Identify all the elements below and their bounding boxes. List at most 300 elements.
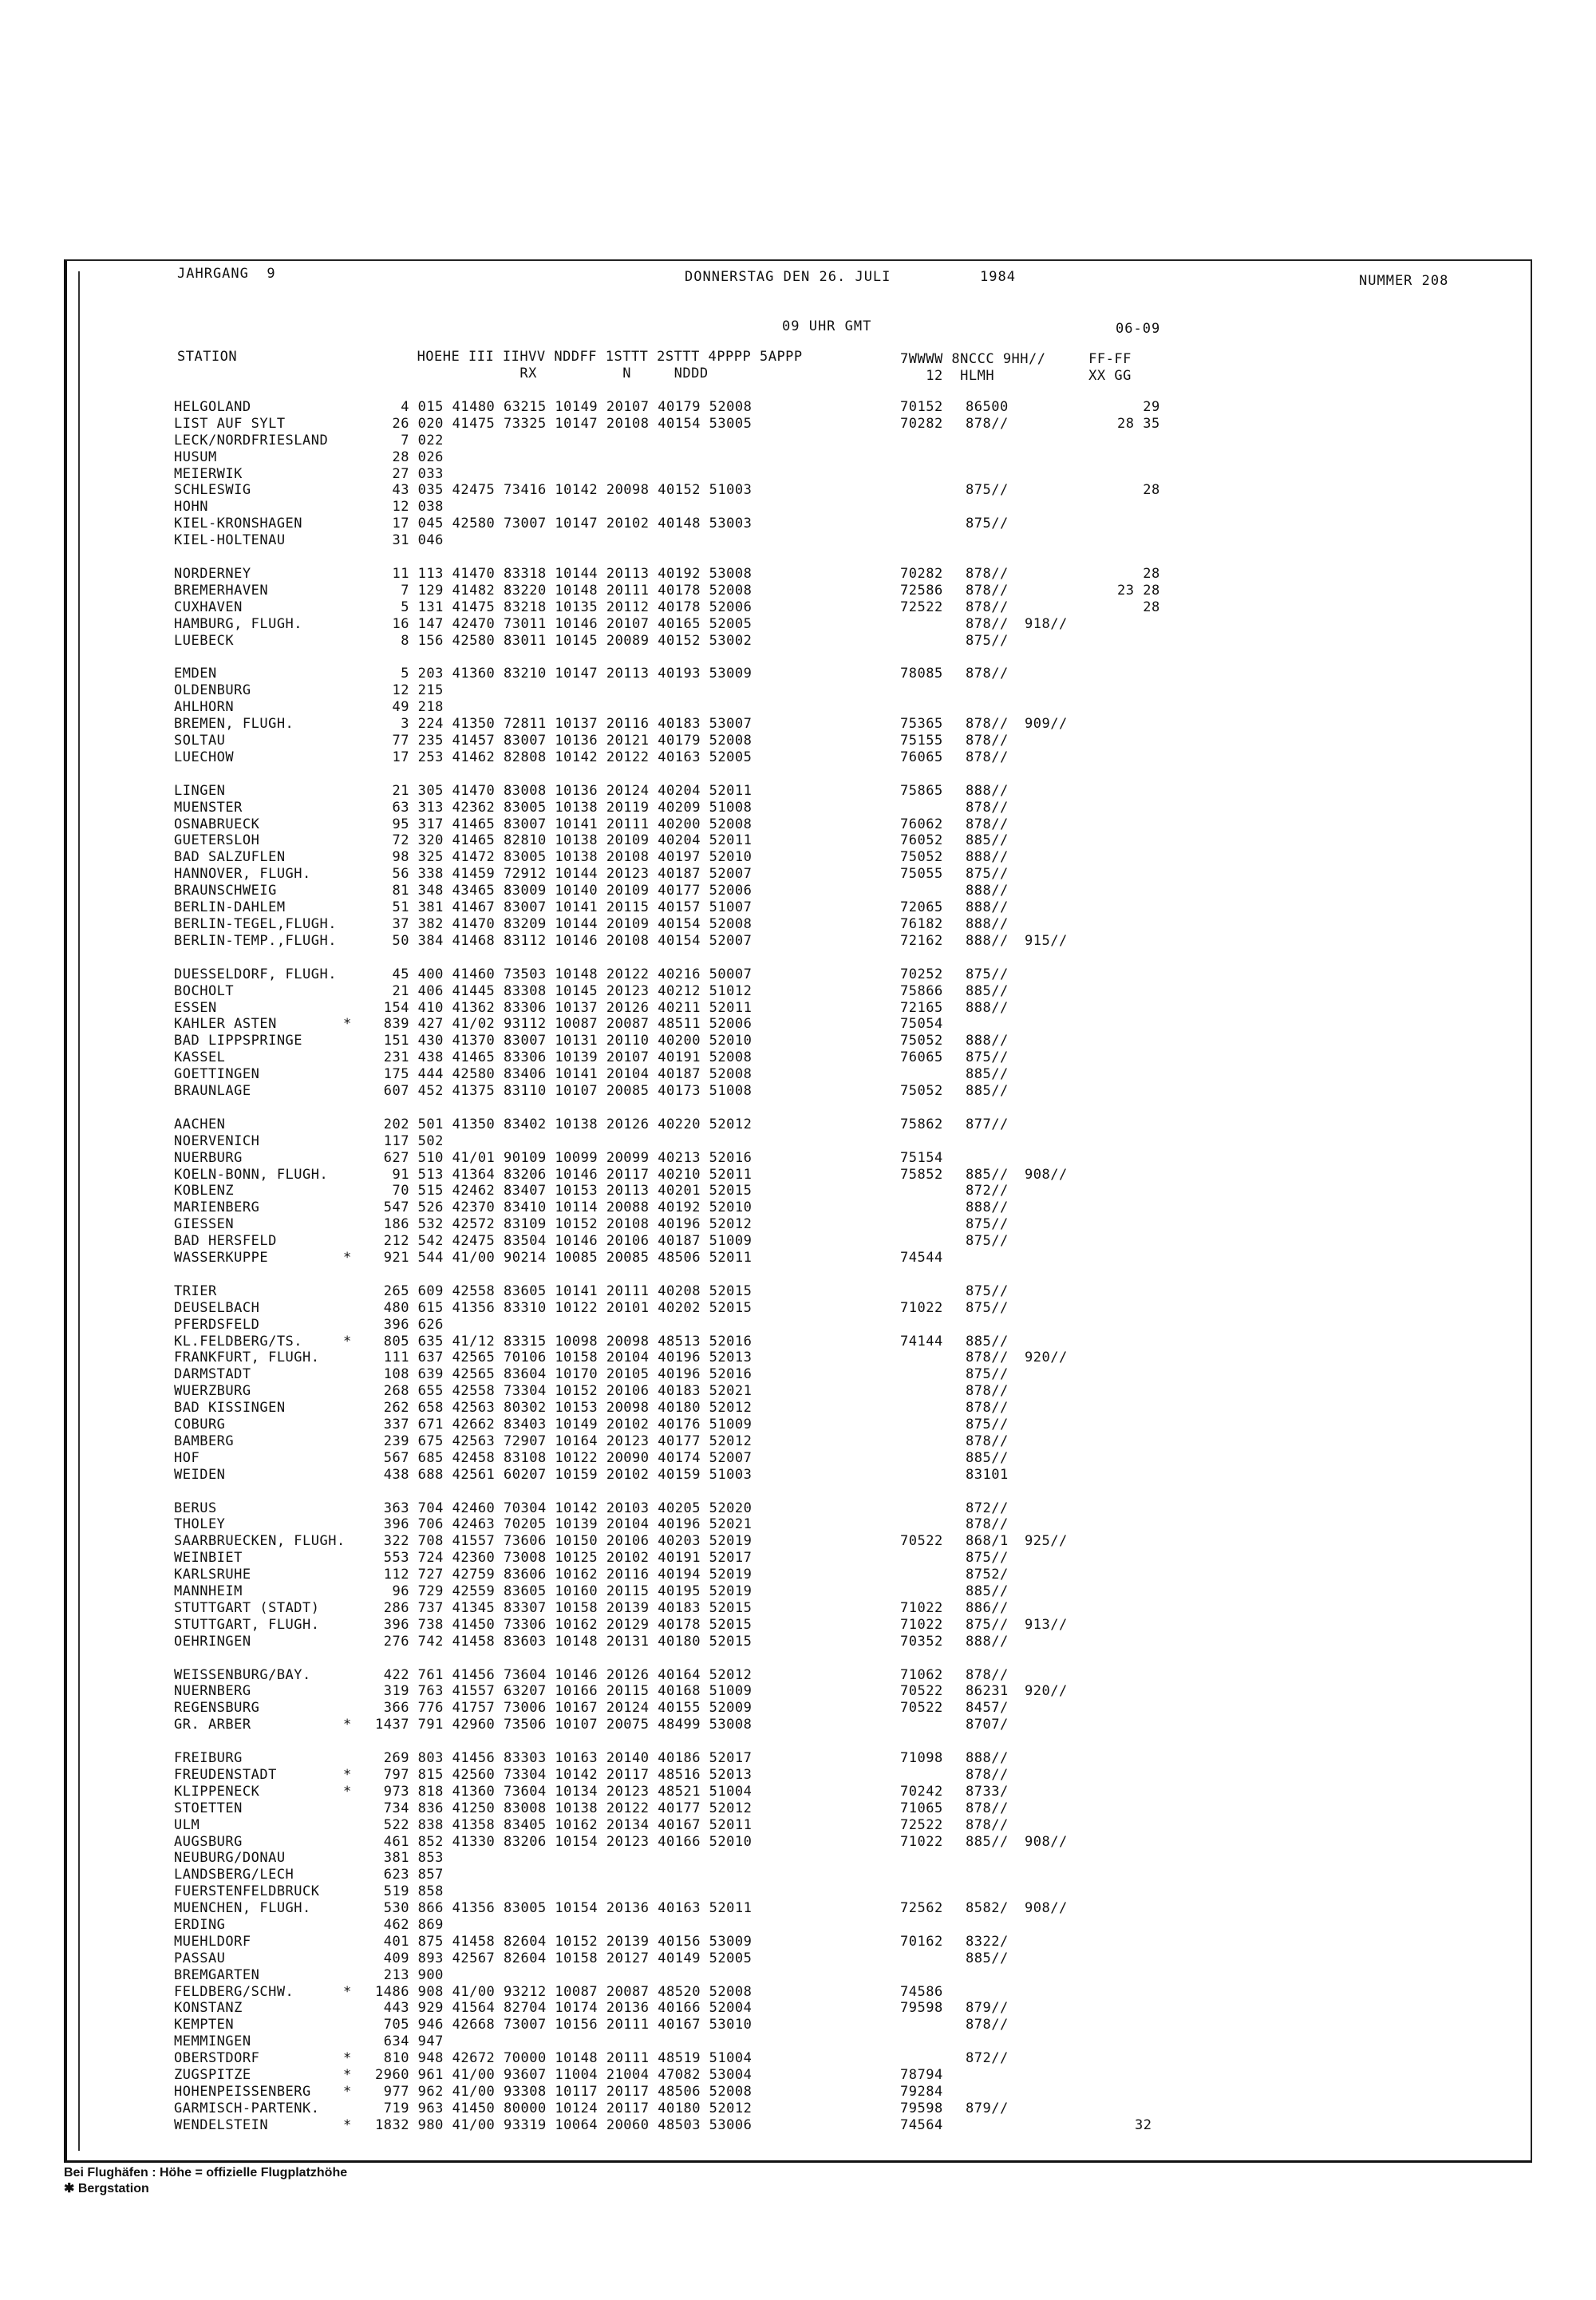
period-label: 06-09 [1116, 321, 1161, 337]
station-main: 5 203 41360 83210 10147 20113 40193 53009 [375, 666, 753, 682]
table-row [0, 433, 1596, 449]
station-n: 885// [966, 1950, 1009, 1966]
station-n: 8582/ [966, 1900, 1009, 1917]
station-name: FUERSTENFELDBRUCK [174, 1883, 320, 1900]
station-name: MARIENBERG [174, 1199, 260, 1216]
station-name: MEMMINGEN [174, 2033, 251, 2050]
station-n: 878// [966, 1800, 1009, 1816]
station-h: 925// [1025, 1533, 1068, 1550]
table-row [0, 966, 1596, 983]
station-name: WEISSENBURG/BAY. [174, 1666, 311, 1683]
table-row [0, 1867, 1596, 1883]
station-n: 878// [966, 1816, 1009, 1833]
station-name: FREUDENSTADT [174, 1767, 277, 1784]
station-main: 734 836 41250 83008 10138 20122 40177 52012 [375, 1800, 753, 1816]
station-n: 888// [966, 1199, 1009, 1216]
station-main: 202 501 41350 83402 10138 20126 40220 52012 [375, 1116, 753, 1132]
station-main: 401 875 41458 82604 10152 20139 40156 53009 [375, 1933, 753, 1950]
station-main: 151 430 41370 83007 10131 20110 40200 52010 [375, 1033, 753, 1049]
station-name: ESSEN [174, 999, 217, 1016]
station-name: ULM [174, 1816, 200, 1833]
station-main: 4 015 41480 63215 10149 20107 40179 52008 [375, 399, 753, 415]
station-name: FELDBERG/SCHW. [174, 1983, 294, 2000]
station-main: 462 869 [375, 1917, 444, 1934]
station-name: DUESSELDORF, FLUGH. [174, 966, 337, 982]
station-w: 75052 [900, 849, 943, 866]
station-n: 886// [966, 1599, 1009, 1616]
station-n: 875// [966, 1616, 1009, 1633]
station-name: MUENCHEN, FLUGH. [174, 1900, 311, 1917]
station-w: 70252 [900, 966, 943, 982]
station-name: CUXHAVEN [174, 599, 243, 615]
table-row [0, 1216, 1596, 1233]
station-n: 875// [966, 632, 1009, 649]
station-main: 213 900 [375, 1966, 444, 1983]
station-main: 480 615 41356 83310 10122 20101 40202 52015 [375, 1299, 753, 1316]
station-w: 75052 [900, 1082, 943, 1099]
station-name: STUTTGART (STADT) [174, 1599, 320, 1616]
station-main: 438 688 42561 60207 10159 20102 40159 51003 [375, 1466, 753, 1483]
station-main: 5 131 41475 83218 10135 20112 40178 52006 [375, 599, 753, 615]
station-main: 1486 908 41/00 93212 10087 20087 48520 52008 [375, 1983, 753, 2000]
station-name: MUEHLDORF [174, 1933, 251, 1950]
station-n: 878// [966, 1666, 1009, 1683]
station-name: LINGEN [174, 782, 226, 799]
station-name: FREIBURG [174, 1750, 243, 1767]
station-name: BAD KISSINGEN [174, 1400, 286, 1417]
station-name: SOLTAU [174, 733, 226, 749]
station-star: * [343, 1016, 352, 1033]
table-row [0, 516, 1596, 532]
station-w: 79598 [900, 2000, 943, 2017]
station-main: 108 639 42565 83604 10170 20105 40196 52016 [375, 1366, 753, 1383]
station-main: 81 348 43465 83009 10140 20109 40177 52006 [375, 883, 753, 899]
table-row [0, 866, 1596, 883]
station-w: 75155 [900, 733, 943, 749]
table-row [0, 399, 1596, 416]
station-h: 920// [1025, 1683, 1068, 1700]
station-n: 878// [966, 733, 1009, 749]
station-n: 8707/ [966, 1717, 1009, 1733]
station-h: 908// [1025, 1833, 1068, 1850]
station-main: 627 510 41/01 90109 10099 20099 40213 52016 [375, 1149, 753, 1166]
station-star: * [343, 2050, 352, 2067]
station-main: 91 513 41364 83206 10146 20117 40210 52011 [375, 1166, 753, 1183]
table-row [0, 1634, 1596, 1650]
station-name: BAD SALZUFLEN [174, 849, 286, 866]
table-row [0, 1683, 1596, 1700]
station-n: 875// [966, 966, 1009, 982]
station-name: BRAUNSCHWEIG [174, 883, 277, 899]
station-main: 56 338 41459 72912 10144 20123 40187 52007 [375, 866, 753, 883]
station-n: 888// [966, 999, 1009, 1016]
table-row [0, 899, 1596, 916]
station-ff: 23 28 [1117, 582, 1160, 599]
column-header-right2: 12 HLMH XX GG [900, 368, 1132, 384]
station-w: 72562 [900, 1900, 943, 1917]
station-n: 888// [966, 782, 1009, 799]
station-name: AUGSBURG [174, 1833, 243, 1850]
station-n: 885// [966, 1082, 1009, 1099]
station-name: KONSTANZ [174, 2000, 243, 2017]
station-main: 175 444 42580 83406 10141 20104 40187 52008 [375, 1066, 753, 1083]
station-n: 86500 [966, 399, 1009, 415]
station-n: 878// [966, 1767, 1009, 1784]
station-name: PFERDSFELD [174, 1316, 260, 1333]
station-n: 83101 [966, 1466, 1009, 1483]
column-header-line2: RX N NDDD [177, 366, 709, 381]
station-n: 888// [966, 932, 1009, 949]
table-row [0, 1583, 1596, 1600]
station-main: 239 675 42563 72907 10164 20123 40177 52012 [375, 1433, 753, 1449]
station-name: BAMBERG [174, 1433, 235, 1449]
station-w: 70282 [900, 415, 943, 432]
station-w: 75052 [900, 1033, 943, 1049]
observation-time: 09 UHR GMT [782, 318, 872, 334]
station-main: 797 815 42560 73304 10142 20117 48516 52013 [375, 1767, 753, 1784]
station-main: 43 035 42475 73416 10142 20098 40152 51003 [375, 482, 753, 499]
table-row [0, 682, 1596, 699]
table-row [0, 466, 1596, 483]
station-main: 12 038 [375, 499, 444, 516]
station-group [0, 1116, 1596, 1267]
station-name: OSNABRUECK [174, 816, 260, 832]
station-n: 885// [966, 1166, 1009, 1183]
table-row [0, 816, 1596, 833]
table-row [0, 1817, 1596, 1834]
station-w: 72522 [900, 1816, 943, 1833]
station-main: 112 727 42759 83606 10162 20116 40194 52019 [375, 1567, 753, 1583]
table-row [0, 1250, 1596, 1267]
station-main: 98 325 41472 83005 10138 20108 40197 52010 [375, 849, 753, 866]
table-row [0, 1033, 1596, 1049]
station-group [0, 966, 1596, 1100]
station-w: 76065 [900, 749, 943, 765]
table-row [0, 1066, 1596, 1083]
station-n: 86231 [966, 1683, 1009, 1700]
station-name: BERUS [174, 1500, 217, 1516]
station-name: OEHRINGEN [174, 1633, 251, 1650]
station-main: 3 224 41350 72811 10137 20116 40183 53007 [375, 716, 753, 733]
station-name: WUERZBURG [174, 1383, 251, 1400]
station-n: 878// [966, 415, 1009, 432]
station-w: 71022 [900, 1833, 943, 1850]
station-name: STUTTGART, FLUGH. [174, 1616, 320, 1633]
station-n: 878// [966, 666, 1009, 682]
table-row [0, 832, 1596, 849]
station-main: 50 384 41468 83112 10146 20108 40154 52007 [375, 932, 753, 949]
table-row [0, 1417, 1596, 1433]
station-n: 885// [966, 1449, 1009, 1466]
station-w: 72165 [900, 999, 943, 1016]
station-w: 75862 [900, 1116, 943, 1132]
station-name: ERDING [174, 1917, 226, 1934]
station-name: KIEL-KRONSHAGEN [174, 516, 303, 532]
station-name: AACHEN [174, 1116, 226, 1132]
station-name: EMDEN [174, 666, 217, 682]
station-name: KIEL-HOLTENAU [174, 532, 286, 549]
station-w: 72522 [900, 599, 943, 615]
station-name: NOERVENICH [174, 1132, 260, 1149]
station-main: 461 852 41330 83206 10154 20123 40166 52010 [375, 1833, 753, 1850]
station-n: 878// [966, 599, 1009, 615]
station-n: 885// [966, 982, 1009, 999]
table-row [0, 416, 1596, 433]
station-h: 915// [1025, 932, 1068, 949]
table-row [0, 1350, 1596, 1366]
station-main: 567 685 42458 83108 10122 20090 40174 52007 [375, 1449, 753, 1466]
table-row [0, 849, 1596, 866]
station-main: 2960 961 41/00 93607 11004 21004 47082 53004 [375, 2067, 753, 2084]
station-main: 530 866 41356 83005 10154 20136 40163 52011 [375, 1900, 753, 1917]
station-main: 21 406 41445 83308 10145 20123 40212 51012 [375, 982, 753, 999]
station-n: 878// [966, 799, 1009, 816]
station-w: 75154 [900, 1149, 943, 1166]
table-row [0, 1567, 1596, 1583]
station-main: 705 946 42668 73007 10156 20111 40167 53010 [375, 2017, 753, 2033]
table-row [0, 1283, 1596, 1300]
station-name: BREMGARTEN [174, 1966, 260, 1983]
station-main: 634 947 [375, 2033, 444, 2050]
station-n: 888// [966, 1750, 1009, 1767]
station-group [0, 666, 1596, 765]
station-main: 12 215 [375, 682, 444, 699]
station-main: 396 706 42463 70205 10139 20104 40196 52021 [375, 1516, 753, 1533]
station-main: 17 253 41462 82808 10142 20122 40163 52005 [375, 749, 753, 765]
station-w: 78085 [900, 666, 943, 682]
station-main: 265 609 42558 83605 10141 20111 40208 52015 [375, 1282, 753, 1299]
table-row [0, 1516, 1596, 1533]
station-name: HOHN [174, 499, 208, 516]
station-name: BERLIN-TEMP.,FLUGH. [174, 932, 337, 949]
table-row [0, 2000, 1596, 2017]
station-name: KLIPPENECK [174, 1783, 260, 1800]
station-main: 443 929 41564 82704 10174 20136 40166 52004 [375, 2000, 753, 2017]
station-name: AHLHORN [174, 699, 235, 716]
station-name: THOLEY [174, 1516, 226, 1533]
station-name: MUENSTER [174, 799, 243, 816]
station-w: 70522 [900, 1533, 943, 1550]
station-w: 74586 [900, 1983, 943, 2000]
station-name: HUSUM [174, 449, 217, 465]
station-name: LUEBECK [174, 632, 235, 649]
station-name: HELGOLAND [174, 399, 251, 415]
table-row [0, 2117, 1596, 2134]
table-row [0, 2050, 1596, 2067]
column-header-right1: 7WWWW 8NCCC 9HH// FF-FF [900, 351, 1132, 367]
station-n: 878// [966, 1383, 1009, 1400]
station-name: GUETERSLOH [174, 832, 260, 849]
table-row [0, 1366, 1596, 1383]
station-n: 8752/ [966, 1567, 1009, 1583]
station-n: 878// [966, 1350, 1009, 1366]
table-row [0, 1784, 1596, 1800]
station-main: 547 526 42370 83410 10114 20088 40192 52010 [375, 1199, 753, 1216]
station-n: 879// [966, 2000, 1009, 2017]
table-row [0, 1934, 1596, 1950]
station-n: 878// [966, 1516, 1009, 1533]
station-n: 888// [966, 849, 1009, 866]
station-n: 888// [966, 899, 1009, 916]
station-ff: 28 [1117, 599, 1160, 615]
table-row [0, 1000, 1596, 1017]
station-main: 21 305 41470 83008 10136 20124 40204 52011 [375, 782, 753, 799]
station-n: 872// [966, 2050, 1009, 2067]
station-w: 71022 [900, 1299, 943, 1316]
table-row [0, 583, 1596, 599]
table-row [0, 1016, 1596, 1033]
footnote-mountain-station: ✱ Bergstation [64, 2182, 149, 2195]
station-star: * [343, 1333, 352, 1350]
station-main: 1832 980 41/00 93319 10064 20060 48503 53006 [375, 2116, 753, 2133]
station-n: 872// [966, 1500, 1009, 1516]
station-main: 977 962 41/00 93308 10117 20117 48506 52008 [375, 2083, 753, 2100]
station-n: 8733/ [966, 1783, 1009, 1800]
table-row [0, 1850, 1596, 1867]
year-label: 1984 [980, 269, 1016, 285]
table-row [0, 1334, 1596, 1350]
table-row [0, 1950, 1596, 1967]
station-main: 96 729 42559 83605 10160 20115 40195 52019 [375, 1583, 753, 1599]
station-group [0, 566, 1596, 649]
station-n: 875// [966, 1216, 1009, 1233]
table-row [0, 1750, 1596, 1767]
table-row [0, 1500, 1596, 1517]
station-group [0, 1500, 1596, 1650]
station-n: 885// [966, 1583, 1009, 1599]
station-group [0, 1667, 1596, 1734]
table-row [0, 1199, 1596, 1216]
station-main: 28 026 [375, 449, 444, 465]
station-n: 878// [966, 716, 1009, 733]
station-star: * [343, 2067, 352, 2084]
station-h: 909// [1025, 716, 1068, 733]
station-w: 71022 [900, 1599, 943, 1616]
station-main: 396 738 41450 73306 10162 20129 40178 52015 [375, 1616, 753, 1633]
station-n: 888// [966, 883, 1009, 899]
station-main: 519 858 [375, 1883, 444, 1900]
table-row [0, 566, 1596, 583]
station-n: 878// [966, 749, 1009, 765]
station-name: BREMERHAVEN [174, 582, 269, 599]
station-n: 875// [966, 1233, 1009, 1250]
date-label: DONNERSTAG DEN 26. JULI [685, 269, 891, 285]
station-name: REGENSBURG [174, 1700, 260, 1717]
station-w: 70352 [900, 1633, 943, 1650]
station-group [0, 399, 1596, 549]
station-name: NEUBURG/DONAU [174, 1850, 286, 1867]
table-row [0, 1900, 1596, 1917]
station-w: 75866 [900, 982, 943, 999]
station-name: OBERSTDORF [174, 2050, 260, 2067]
station-star: * [343, 1983, 352, 2000]
station-main: 31 046 [375, 532, 444, 549]
station-w: 74544 [900, 1249, 943, 1266]
table-row [0, 482, 1596, 499]
station-w: 76065 [900, 1049, 943, 1066]
station-main: 623 857 [375, 1867, 444, 1883]
station-main: 422 761 41456 73604 10146 20126 40164 52012 [375, 1666, 753, 1683]
station-main: 553 724 42360 73008 10125 20102 40191 52017 [375, 1550, 753, 1567]
station-name: KASSEL [174, 1049, 226, 1066]
station-h: 908// [1025, 1166, 1068, 1183]
station-name: WENDELSTEIN [174, 2116, 269, 2133]
station-h: 918// [1025, 615, 1068, 632]
station-name: GARMISCH-PARTENK. [174, 2100, 320, 2116]
station-n: 875// [966, 1416, 1009, 1433]
station-w: 76062 [900, 816, 943, 832]
station-main: 973 818 41360 73604 10134 20123 48521 51004 [375, 1783, 753, 1800]
station-main: 319 763 41557 63207 10166 20115 40168 51009 [375, 1683, 753, 1700]
station-page: 32 [1135, 2116, 1152, 2133]
station-main: 337 671 42662 83403 10149 20102 40176 51009 [375, 1416, 753, 1433]
station-star: * [343, 2083, 352, 2100]
station-w: 70162 [900, 1933, 943, 1950]
station-name: WEINBIET [174, 1550, 243, 1567]
table-row [0, 2100, 1596, 2117]
station-main: 921 544 41/00 90214 10085 20085 48506 52011 [375, 1249, 753, 1266]
station-name: WEIDEN [174, 1466, 226, 1483]
station-n: 888// [966, 1633, 1009, 1650]
station-group [0, 1750, 1596, 2133]
station-w: 70242 [900, 1783, 943, 1800]
station-name: NORDERNEY [174, 566, 251, 583]
station-n: 878// [966, 566, 1009, 583]
station-h: 908// [1025, 1900, 1068, 1917]
table-row [0, 1433, 1596, 1450]
station-star: * [343, 1717, 352, 1733]
station-main: 276 742 41458 83603 10148 20131 40180 52015 [375, 1633, 753, 1650]
station-w: 74144 [900, 1333, 943, 1350]
station-name: FRANKFURT, FLUGH. [174, 1350, 320, 1366]
table-row [0, 1167, 1596, 1184]
station-main: 27 033 [375, 465, 444, 482]
station-name: BERLIN-DAHLEM [174, 899, 286, 916]
station-w: 74564 [900, 2116, 943, 2133]
station-w: 70522 [900, 1683, 943, 1700]
station-w: 71062 [900, 1666, 943, 1683]
table-row [0, 1450, 1596, 1467]
station-main: 49 218 [375, 699, 444, 716]
station-n: 8457/ [966, 1700, 1009, 1717]
station-n: 885// [966, 1066, 1009, 1083]
table-row [0, 1083, 1596, 1100]
station-main: 95 317 41465 83007 10141 20111 40200 52008 [375, 816, 753, 832]
station-name: WASSERKUPPE [174, 1249, 269, 1266]
station-main: 839 427 41/02 93112 10087 20087 48511 52006 [375, 1016, 753, 1033]
station-name: MANNHEIM [174, 1583, 243, 1599]
station-h: 920// [1025, 1350, 1068, 1366]
station-w: 71022 [900, 1616, 943, 1633]
station-name: OLDENBURG [174, 682, 251, 699]
station-w: 72162 [900, 932, 943, 949]
table-row [0, 2017, 1596, 2033]
table-row [0, 933, 1596, 950]
table-row [0, 599, 1596, 616]
station-group [0, 783, 1596, 950]
jahrgang-label: JAHRGANG 9 [177, 266, 276, 282]
station-main: 51 381 41467 83007 10141 20115 40157 51007 [375, 899, 753, 916]
station-name: LIST AUF SYLT [174, 415, 286, 432]
table-row [0, 499, 1596, 516]
station-main: 72 320 41465 82810 10138 20109 40204 52011 [375, 832, 753, 849]
station-name: SCHLESWIG [174, 482, 251, 499]
station-w: 72065 [900, 899, 943, 916]
station-w: 79284 [900, 2083, 943, 2100]
table-row [0, 1917, 1596, 1934]
station-star: * [343, 1767, 352, 1784]
table-row [0, 916, 1596, 933]
